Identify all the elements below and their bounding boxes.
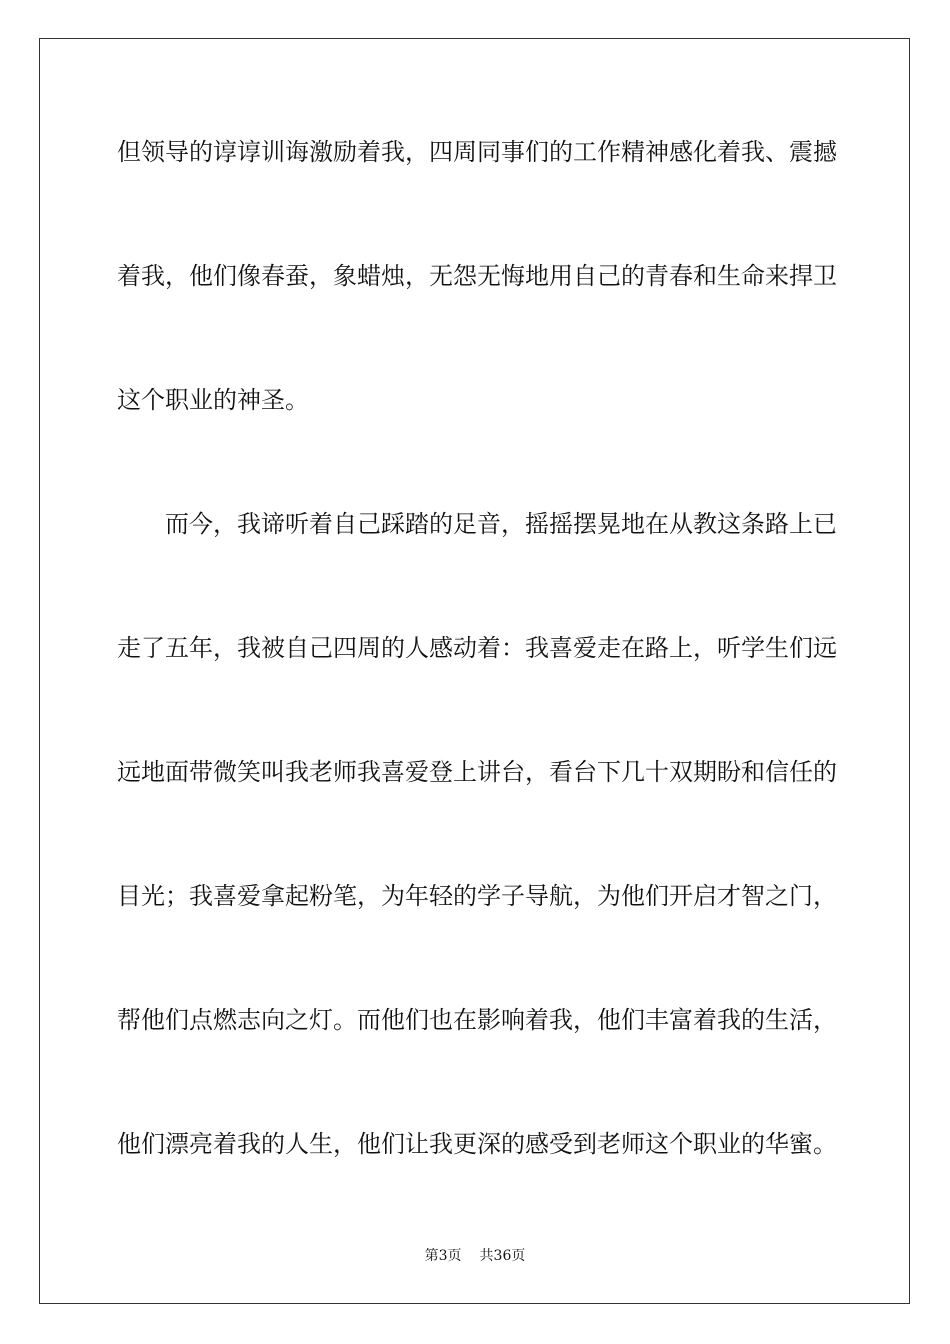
text-line-1: 但领导的谆谆训诲激励着我，四周同事们的工作精神感化着我、震撼: [117, 138, 837, 166]
text-line-5: 走了五年，我被自己四周的人感动着：我喜爱走在路上，听学生们远: [117, 634, 837, 662]
text-line-8: 帮他们点燃志向之灯。而他们也在影响着我，他们丰富着我的生活，: [117, 1006, 837, 1034]
page-total: 共36页: [479, 1248, 526, 1264]
page-border: [39, 38, 910, 1304]
text-line-7: 目光；我喜爱拿起粉笔，为年轻的学子导航，为他们开启才智之门，: [117, 882, 837, 910]
text-line-3: 这个职业的神圣。: [117, 386, 309, 414]
text-line-2: 着我，他们像春蚕，象蜡烛，无怨无悔地用自己的青春和生命来捍卫: [117, 262, 837, 290]
text-line-4: 而今，我谛听着自己踩踏的足音，摇摇摆晃地在从教这条路上已: [165, 510, 837, 538]
text-line-9: 他们漂亮着我的人生，他们让我更深的感受到老师这个职业的华蜜。: [117, 1130, 837, 1158]
page-footer: [0, 1247, 950, 1265]
page-number: 第3页: [424, 1248, 462, 1264]
text-line-6: 远地面带微笑叫我老师我喜爱登上讲台，看台下几十双期盼和信任的: [117, 758, 837, 786]
